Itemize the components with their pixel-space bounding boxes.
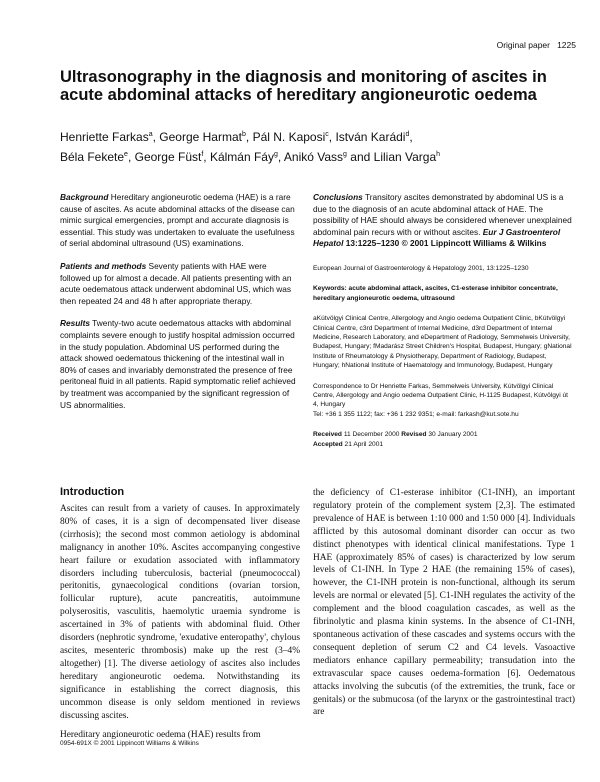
correspondence: Correspondence to Dr Henriette Farkas, Semmelweis University, Kútvölgyi Clinical Centre, Allergology and Angio oedema Outpatient Clinic, H-1125 Budapest, Kútvölgyi út 4, Hungary: [313, 382, 568, 409]
author: George Harmat: [159, 130, 242, 144]
author: Béla Fekete: [60, 150, 125, 164]
author-sep: ,: [127, 150, 135, 164]
intro-heading: Introduction: [60, 486, 125, 498]
contact: Tel: +36 1 355 1122; fax: +36 1 232 9351; e-mail: farkash@kut.sote.hu: [313, 410, 519, 418]
author-sep: ,: [203, 150, 210, 164]
paper-title: Ultrasonography in the diagnosis and monitoring of ascites in acute abdominal attacks of hereditary angioneurotic oedema: [60, 68, 547, 104]
dates: [313, 430, 575, 449]
section-label: Original paper: [496, 40, 550, 50]
results-label: Results: [60, 318, 90, 329]
abstract-right-column: [313, 192, 575, 449]
author: Lilian Varga: [373, 150, 437, 164]
author: George Füst: [134, 150, 202, 164]
author-sup: g: [273, 151, 278, 158]
author: Pál N. Kaposi: [252, 130, 326, 144]
methods-text: Seventy patients with HAE were followed up for almost a decade. All patients presenting with an acute oedematous attack underwent abdominal US, which was then repeated 24 and 48 h after appropriate therapy.: [60, 260, 292, 306]
author: Henriette Farkas: [60, 130, 149, 144]
author-sep: ,: [277, 150, 284, 164]
author-sup: f: [201, 151, 204, 158]
author-sup: c: [325, 131, 329, 138]
author-list: [60, 126, 560, 166]
intro-paragraph: the deficiency of C1-esterase inhibitor (C1-INH), an important regulatory protein of the complement system [2,3]. The estimated prevalence of HAE is between 1:10 000 and 1:50 000 [4]. Individuals afflicted by this autosomal dominant disorder can occur as two distinct phenotypes with identical clinical manifestations. Type 1 HAE (approximately 85% of cases) is characterized by low serum levels of C1-INH. In Type 2 HAE (the remaining 15% of cases), however, the C1-INH protein is non-functional, although its serum levels are normal or elevated [5]. C1-INH regulates the activity of the complement and the blood coagulation cascades, as well as the fibrinolytic and plasma kinin systems. In the absence of C1-INH, spontaneous activation of these cascades and systems occurs with the consequent depletion of serum C2 and C4 levels. Vasoactive mediators enhance capillary permeability; transudation into the extravascular space causes oedema-formation [6]. Oedematous attacks involving the subcutis (of the extremities, the trunk, face or genitals) or the submucosa (of the larynx or the gastrointestinal tract) are: [313, 488, 575, 718]
citation-journal: Eur J Gastroenterol Hepatol: [313, 226, 561, 249]
revised-date: 30 January 2001: [428, 431, 478, 439]
methods-label: Patients and methods: [60, 260, 147, 271]
received-date: 11 December 2000: [343, 431, 400, 439]
accepted-label: Accepted: [313, 440, 343, 448]
copyright-footer: 0954-691X © 2001 Lippincott Williams & Wilkins: [60, 740, 199, 747]
accepted-date: 21 April 2001: [344, 440, 384, 448]
journal-line: European Journal of Gastroenterology & Hepatology 2001, 13:1225–1230: [313, 264, 529, 272]
abstract-background: [60, 192, 296, 250]
author-sep: ,: [245, 130, 253, 144]
abstract-methods: [60, 261, 296, 307]
abstract-conclusions: [313, 192, 575, 250]
author-sup: b: [241, 131, 246, 138]
intro-paragraph: Ascites can result from a variety of causes. In approximately 80% of cases, it is a sign of decompensated liver disease (cirrhosis); the second most common aetiology is abdominal malignancy in another 10%. Ascites accompanying congestive heart failure or exudation associated with inflammatory disorders including tuberculosis, bacterial (pneumococcal) peritonitis, gynaecological conditions (ovarian torsion, follicular rupture), acute pancreatitis, autoimmune polyserositis, vasculitis, haemolytic uraemia syndrome is ascertained in 3% of patients with abdominal fluid. Other disorders (nephrotic syndrome, 'exudative enteropathy', chylous ascites, mesenteric thrombosis) make up the rest (3–4% altogether) [1]. The diverse aetiology of ascites also includes hereditary angioneurotic oedema. Notwithstanding its significance in establishing the correct diagnosis, this uncommon disease is only seldom mentioned in reviews discussing ascites.: [60, 504, 300, 721]
article-meta: [313, 264, 575, 449]
body-column-right: [313, 487, 575, 719]
abstract-results: [60, 318, 296, 411]
author-sup: a: [148, 131, 153, 138]
author: Kálmán Fáy: [209, 150, 274, 164]
author-sep: and: [346, 150, 374, 164]
citation-rest: 13:1225–1230 © 2001 Lippincott Williams & Wilkins: [345, 238, 547, 249]
conclusions-text: Transitory ascites demonstrated by abdominal US is a due to the diagnosis of an acute abdominal attack of HAE. The possibility of HAE should always be considered whenever unexplained abdominal pain recurs with or without ascites.: [313, 192, 572, 237]
author-sep: ,: [152, 130, 160, 144]
background-text: Hereditary angioneurotic oedema (HAE) is a rare cause of ascites. As acute abdominal attacks of the disease can mimic surgical emergencies, prompt and accurate diagnosis is essential. This study was undertaken to evaluate the usefulness of serial abdominal ultrasound (US) examinations.: [60, 192, 295, 249]
author-sup: h: [436, 151, 441, 158]
background-label: Background: [60, 192, 109, 202]
page-number: 1225: [557, 40, 576, 50]
received-label: Received: [313, 431, 342, 439]
keywords: Keywords: acute abdominal attack, ascites, C1-esterase inhibitor concentrate, hereditary angioneurotic oedema, ultrasound: [313, 285, 558, 302]
abstract: [60, 192, 296, 422]
conclusions-label: Conclusions: [313, 192, 363, 202]
author-sep: ,: [409, 130, 413, 144]
intro-paragraph: Hereditary angioneurotic oedema (HAE) results from: [60, 730, 261, 741]
author-sup: g: [343, 151, 347, 158]
results-text: Twenty-two acute oedematous attacks with abdominal complaints severe enough to justify hospital admission occurred in the study population. Abdominal US performed during the attack showed oedematous thickening of the intestinal wall in 80% of cases and invariably demonstrated the presence of free peritoneal fluid in all patients. Rapid symptomatic relief achieved by treatment was accompanied by the significant regression of US abnormalities.: [60, 318, 296, 410]
author-sup: d: [405, 131, 410, 138]
revised-label: Revised: [401, 431, 427, 439]
author-sep: ,: [328, 130, 336, 144]
body-column-left: [60, 503, 300, 742]
running-header: [420, 40, 576, 50]
author: Anikó Vass: [283, 150, 344, 164]
affiliations: aKútvölgyi Clinical Centre, Allergology and Angio oedema Outpatient Clinic, bKútvölgyi Clinical Centre, c3rd Department of Internal Medicine, d3rd Department of Internal Medicine, Research Laboratory, and eDepartment of Radiology, Semmelweis University, Budapest, Hungary; fMadarász Street Children's Hospital, Budapest, Hungary; gNational Institute of Rheumatology & Physiotherapy, Department of Radiology, Budapest, Hungary; hNational Institute of Haematology and Immunology, Budapest, Hungary: [313, 315, 572, 370]
author-sup: e: [124, 151, 128, 158]
author: István Karádi: [335, 130, 406, 144]
